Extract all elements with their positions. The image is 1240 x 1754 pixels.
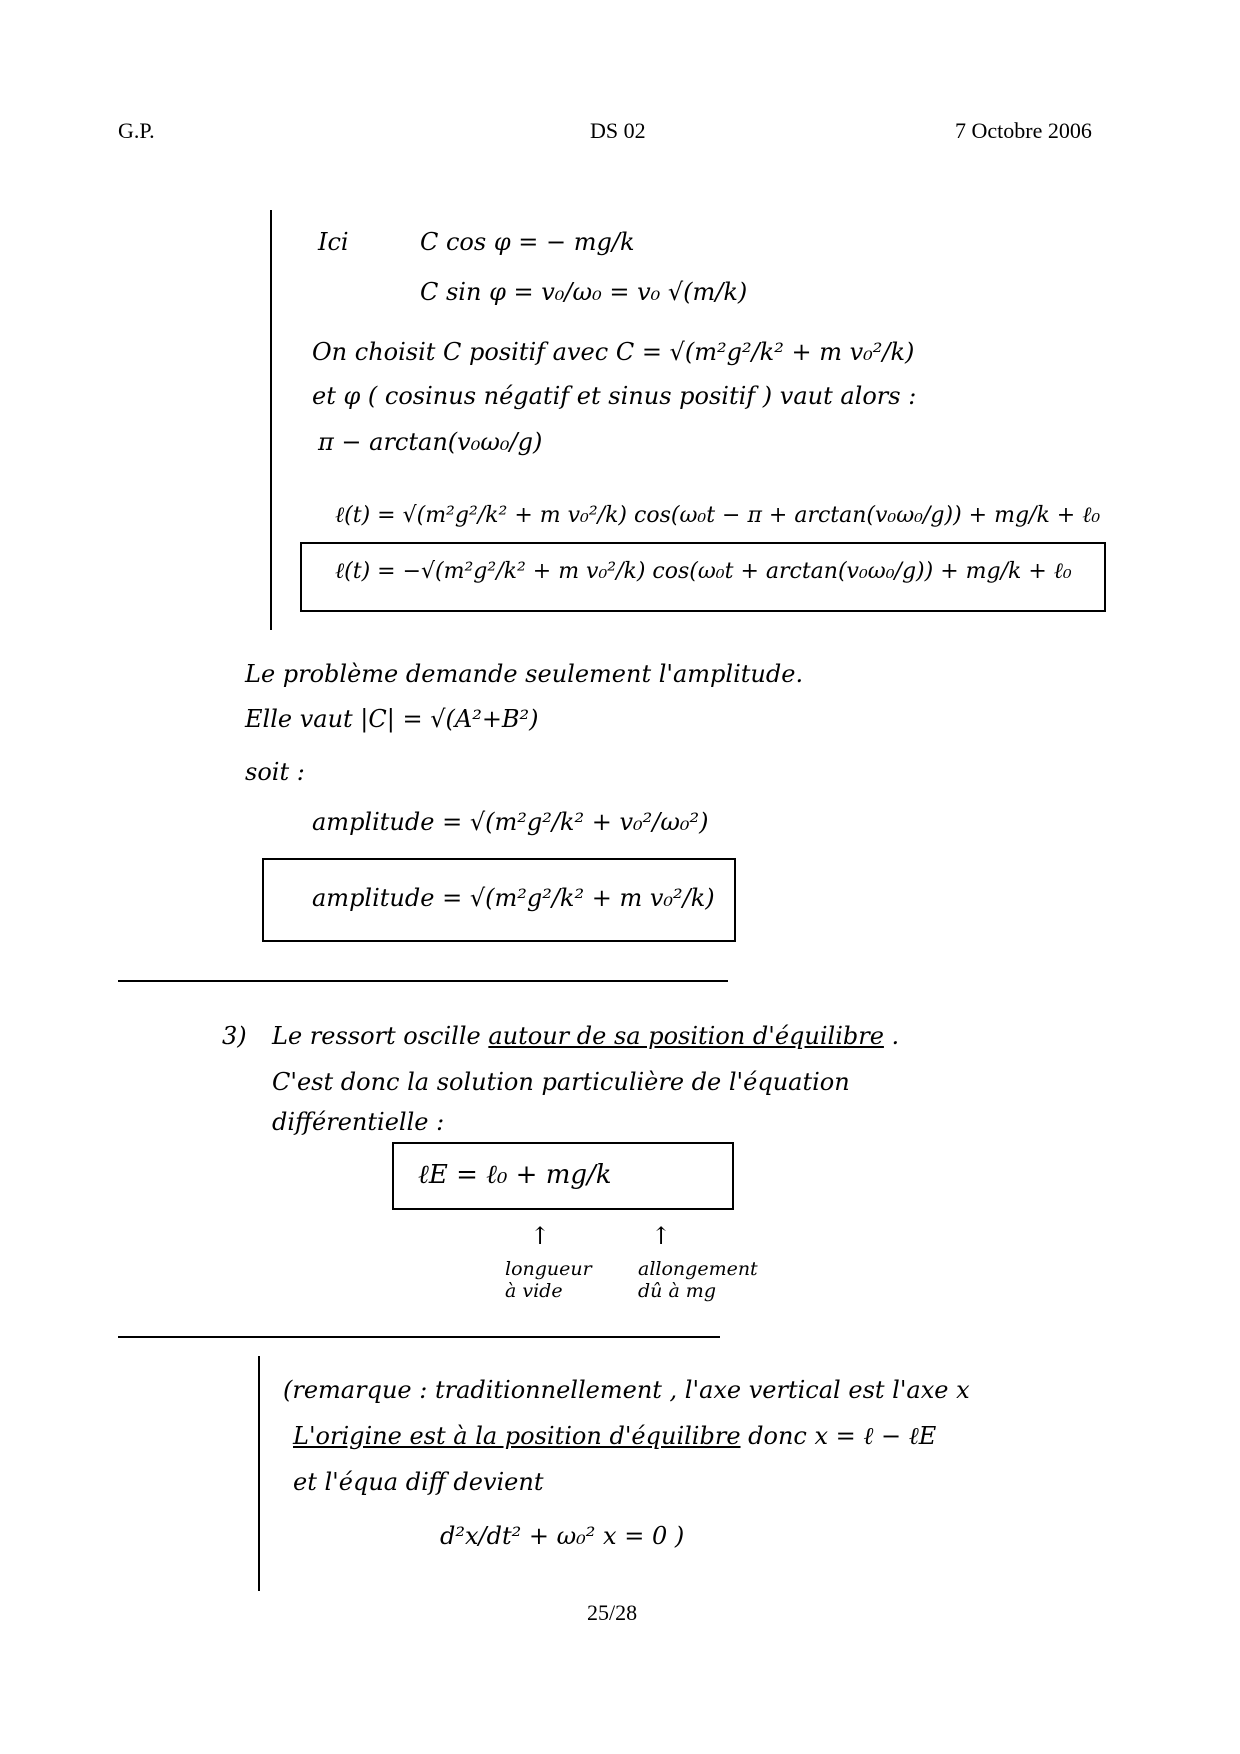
- q3-line-3: différentielle :: [272, 1108, 445, 1136]
- remarque-line-2b: donc x = ℓ − ℓE: [740, 1422, 937, 1450]
- amplitude-intro: Le problème demande seulement l'amplitude.: [245, 660, 804, 688]
- separator-2: [118, 1336, 720, 1338]
- label-a-vide: à vide: [505, 1280, 563, 1302]
- amplitude-value-line: Elle vaut |C| = √(A²+B²): [245, 705, 539, 733]
- header-left: G.P.: [118, 118, 155, 143]
- soit-label: soit :: [245, 758, 305, 786]
- page-number: 25/28: [587, 1600, 638, 1625]
- phi-text: et φ ( cosinus négatif et sinus positif ) vaut alors :: [312, 382, 917, 410]
- remarque-line-2a: L'origine est à la position d'équilibre: [293, 1422, 741, 1450]
- arrow-up-icon-1: ↑: [530, 1222, 551, 1250]
- equation-l-t-2: ℓ(t) = −√(m²g²/k² + m v₀²/k) cos(ω₀t + arctan(v₀ω₀/g)) + mg/k + ℓ₀: [335, 559, 1072, 584]
- label-longueur: longueur: [505, 1258, 592, 1280]
- q3-line-1: [272, 1022, 899, 1050]
- equation-c-sin: C sin φ = v₀/ω₀ = v₀ √(m/k): [420, 278, 748, 306]
- margin-rule-1: [270, 210, 272, 630]
- header-center: DS 02: [590, 118, 646, 143]
- equation-l-t-1: ℓ(t) = √(m²g²/k² + m v₀²/k) cos(ω₀t − π + arctan(v₀ω₀/g)) + mg/k + ℓ₀: [335, 503, 1101, 528]
- remarque-line-1: (remarque : traditionnellement , l'axe vertical est l'axe x: [283, 1376, 970, 1404]
- equation-diff: d²x/dt² + ω₀² x = 0 ): [440, 1522, 685, 1550]
- equation-le: ℓE = ℓ₀ + mg/k: [418, 1160, 612, 1190]
- arrow-up-icon-2: ↑: [651, 1222, 672, 1250]
- q3-line-1c: .: [883, 1022, 900, 1050]
- separator-1: [118, 980, 728, 982]
- result-box-l-t: [300, 542, 1106, 612]
- choix-c-text: On choisit C positif avec C = √(m²g²/k² + m v₀²/k): [312, 338, 915, 366]
- ici-label: Ici: [318, 228, 349, 256]
- header-right: 7 Octobre 2006: [955, 118, 1092, 143]
- q3-line-2: C'est donc la solution particulière de l'équation: [272, 1068, 850, 1096]
- phi-value: π − arctan(v₀ω₀/g): [318, 428, 543, 456]
- question-number: 3): [222, 1022, 247, 1050]
- label-du-a-mg: dû à mg: [638, 1280, 716, 1302]
- label-allongement: allongement: [638, 1258, 758, 1280]
- result-box-amplitude: [262, 858, 736, 942]
- equation-c-cos: C cos φ = − mg/k: [420, 228, 635, 256]
- q3-line-1b: autour de sa position d'équilibre: [488, 1022, 884, 1050]
- remarque-line-3: et l'équa diff devient: [293, 1468, 544, 1496]
- amplitude-eq-2: amplitude = √(m²g²/k² + m v₀²/k): [312, 884, 715, 912]
- remarque-line-2: [293, 1422, 936, 1451]
- q3-line-1a: Le ressort oscille: [272, 1022, 489, 1050]
- amplitude-eq-1: amplitude = √(m²g²/k² + v₀²/ω₀²): [312, 808, 709, 836]
- result-box-le: [392, 1142, 734, 1210]
- margin-rule-2: [258, 1356, 260, 1591]
